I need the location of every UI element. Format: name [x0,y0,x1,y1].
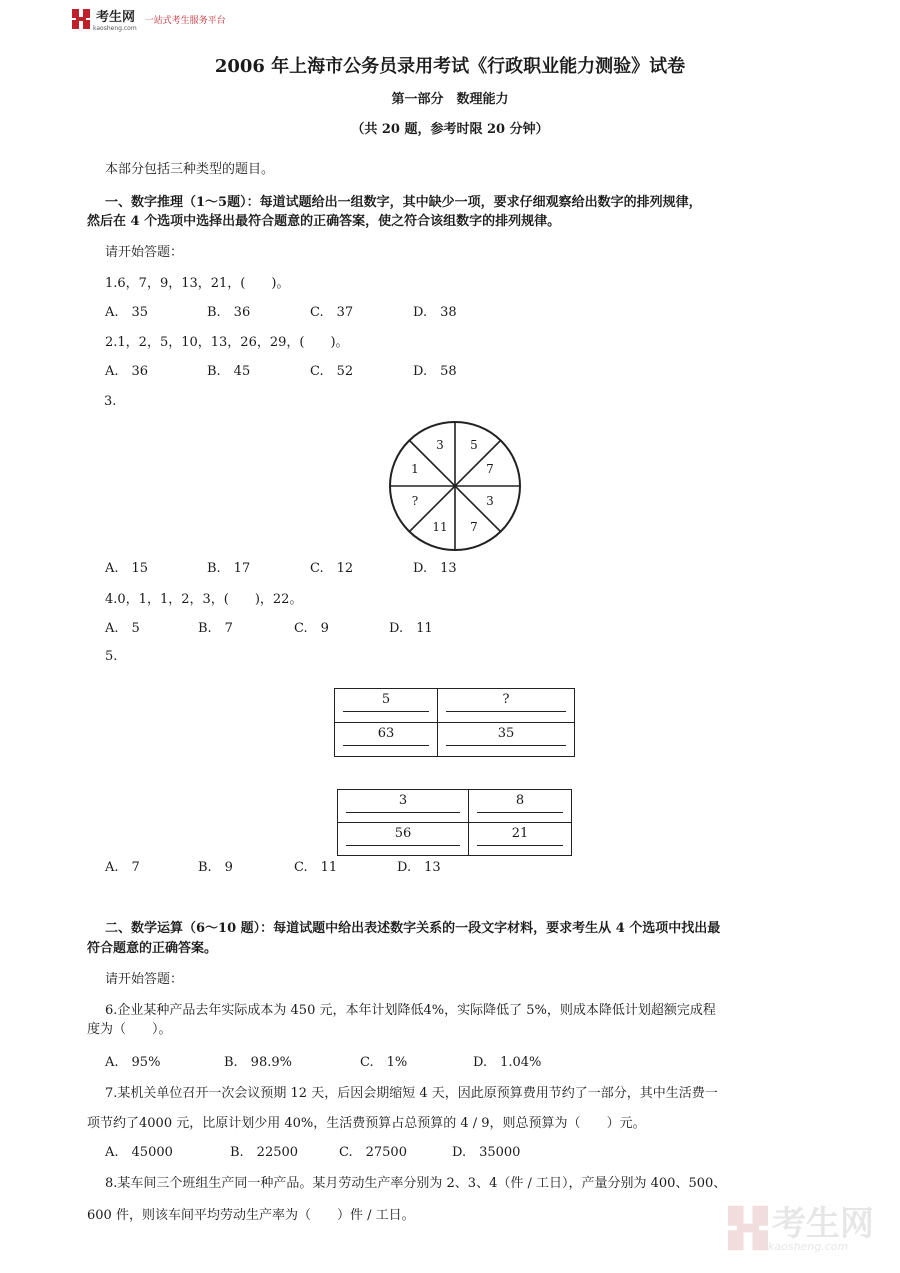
q1-option-a: A. 35 [105,305,149,320]
section2-heading-line1: 二、数学运算（6～10 题）：每道试题中给出表述数字关系的一段文字材料，要求考生从 4 个选项中找出最 [105,921,721,936]
watermark-logo-icon [728,1205,768,1255]
section1-heading-line1: 一、数字推理（1～5题）：每道试题给出一组数字，其中缺少一项，要求仔细观察给出数字的排列规律， [105,195,702,210]
q7-line1: 7.某机关单位召开一次会议预期 12 天，后因会期缩短 4 天，因此原预算费用节约了一部分，其中生活费一 [105,1086,718,1101]
q6-option-b: B. 98.9% [224,1055,292,1070]
q1-option-b: B. 36 [207,305,251,320]
q7-option-c: C. 27500 [339,1145,407,1160]
q3-circle-diagram [385,418,525,554]
q5-option-a: A. 7 [105,860,140,875]
q5-table2-cell: 8 [469,790,572,823]
q4-option-d: D. 11 [389,621,433,636]
watermark-name: 考生网 [772,1204,874,1244]
q5-option-b: B. 9 [198,860,233,875]
q5-table1-cell: 63 [335,723,438,757]
q7-option-a: A. 45000 [105,1145,173,1160]
q7-option-b: B. 22500 [230,1145,299,1160]
q5-table2-cell: 56 [338,823,469,856]
q8-line1: 8.某车间三个班组生产同一种产品。某月劳动生产率分别为 2、3、4（件 / 工日），产量分别为 400、500、 [105,1176,727,1191]
q4-option-a: A. 5 [105,621,140,636]
part-note: （共 20 题，参考时限 20 分钟） [351,122,549,137]
q5-table1-cell: 35 [438,723,575,757]
q2-option-c: C. 52 [310,364,354,379]
q4-option-c: C. 9 [294,621,329,636]
logo-name: 考生网 [96,10,136,25]
q3-number-8: 1 [411,462,419,476]
q5-table1-cell: ? [438,689,575,723]
section1-heading-line2: 然后在 4 个选项中选择出最符合题意的正确答案，使之符合该组数字的排列规律。 [87,214,561,229]
q6-option-c: C. 1% [360,1055,408,1070]
header-tagline: 一站式考生服务平台 [144,15,226,26]
q3-number-3: 7 [486,462,494,476]
watermark-domain: kaosheng.com [768,1240,849,1253]
q3-option-a: A. 15 [105,561,149,576]
q5-table2-cell: 3 [338,790,469,823]
q4-stem: 4.0，1，1，2，3，( )，22。 [105,592,303,607]
q5-table-2 [337,789,572,856]
q1-stem: 1.6，7，9，13，21，( )。 [105,276,290,291]
q3-number-2: 5 [470,438,478,452]
q7-line2: 项节约了4000 元，比原计划少用 40%，生活费预算占总预算的 4 / 9，则总预算为（ ）元。 [87,1116,646,1131]
q6-option-d: D. 1.04% [473,1055,542,1070]
q5-stem: 5. [105,649,118,664]
section1-start: 请开始答题： [105,245,184,260]
footer-watermark [728,1205,874,1255]
part-title: 第一部分 数理能力 [391,92,509,107]
q6-option-a: A. 95% [105,1055,161,1070]
q5-table-1 [334,688,575,757]
q3-option-d: D. 13 [413,561,457,576]
q3-number-7: ? [411,494,419,508]
page-title: 2006 年上海市公务员录用考试《行政职业能力测验》试卷 [214,56,686,77]
q3-number-5: 7 [470,520,478,534]
q7-option-d: D. 35000 [452,1145,521,1160]
q2-option-a: A. 36 [105,364,149,379]
logo-domain: kaosheng.com [93,25,137,32]
q1-option-d: D. 38 [413,305,457,320]
q2-option-d: D. 58 [413,364,457,379]
q8-line2: 600 件，则该车间平均劳动生产率为（ ）件 / 工日。 [87,1208,415,1223]
q3-option-b: B. 17 [207,561,251,576]
q3-number-4: 3 [486,494,494,508]
q5-option-c: C. 11 [294,860,338,875]
q5-option-d: D. 13 [397,860,441,875]
q3-number-6: 11 [432,520,448,534]
q2-stem: 2.1，2，5，10，13，26，29，( )。 [105,335,349,350]
q6-line1: 6.企业某种产品去年实际成本为 450 元，本年计划降低4%，实际降低了 5%，则成本降低计划超额完成程 [105,1003,716,1018]
q3-number-1: 3 [436,438,444,452]
q5-table1-cell: 5 [335,689,438,723]
q4-option-b: B. 7 [198,621,233,636]
q6-line2: 度为（ ）。 [87,1022,172,1037]
intro-text: 本部分包括三种类型的题目。 [105,162,275,177]
section2-heading-line2: 符合题意的正确答案。 [87,941,218,956]
q1-option-c: C. 37 [310,305,354,320]
q5-table2-cell: 21 [469,823,572,856]
header-logo [72,8,226,30]
logo-icon [72,9,90,29]
q3-stem: 3. [104,394,117,409]
section2-start: 请开始答题： [105,972,184,987]
q3-option-c: C. 12 [310,561,354,576]
q2-option-b: B. 45 [207,364,251,379]
